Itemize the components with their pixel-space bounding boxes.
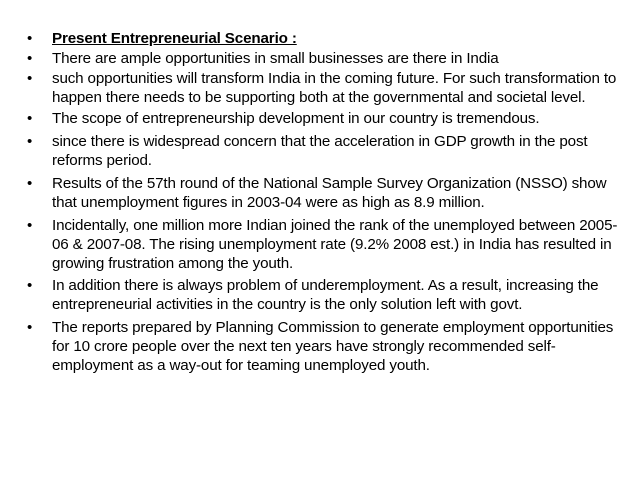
bullet-marker: • (27, 70, 33, 87)
bullet-marker: • (27, 110, 33, 127)
bullet-text-1: There are ample opportunities in small businesses are there in India (52, 50, 499, 67)
bullet-marker: • (27, 50, 33, 67)
bullet-item-3 (27, 109, 627, 128)
bullet-text-2: such opportunities will transform India in the coming future. For such transformation to happen there needs to be supporting both at the governmental and societal level. (52, 70, 617, 106)
bullet-marker: • (27, 319, 33, 336)
bullet-marker: • (27, 277, 33, 294)
bullet-marker: • (27, 133, 33, 150)
bullet-item-2 (27, 69, 627, 107)
bullet-item-8 (27, 318, 627, 375)
bullet-item-heading (27, 29, 627, 48)
bullet-text-7: In addition there is always problem of underemployment. As a result, increasing the entrepreneurial activities in the country is the only solution left with govt. (52, 277, 599, 313)
bullet-item-4 (27, 132, 627, 170)
bullet-item-5 (27, 174, 627, 212)
bullet-item-1 (27, 49, 627, 68)
bullet-item-6 (27, 216, 627, 273)
section-heading: Present Entrepreneurial Scenario : (52, 30, 297, 47)
bullet-marker: • (27, 217, 33, 234)
bullet-marker: • (27, 30, 33, 47)
bullet-text-8: The reports prepared by Planning Commission to generate employment opportunities for 10 crore people over the next ten years have strongly recommended self-employment as a way-out for teaming unemployed youth. (52, 319, 614, 374)
bullet-list (27, 29, 627, 375)
bullet-text-5: Results of the 57th round of the National Sample Survey Organization (NSSO) show that unemployment figures in 2003-04 were as high as 8.9 million. (52, 175, 607, 211)
bullet-text-3: The scope of entrepreneurship development in our country is tremendous. (52, 110, 540, 127)
bullet-item-7 (27, 276, 627, 314)
bullet-marker: • (27, 175, 33, 192)
bullet-text-6: Incidentally, one million more Indian joined the rank of the unemployed between 2005-06 & 2007-08. The rising unemployment rate (9.2% 2008 est.) in India has resulted in growing frustration among the youth. (52, 217, 618, 272)
bullet-text-4: since there is widespread concern that the acceleration in GDP growth in the post reforms period. (52, 133, 588, 169)
